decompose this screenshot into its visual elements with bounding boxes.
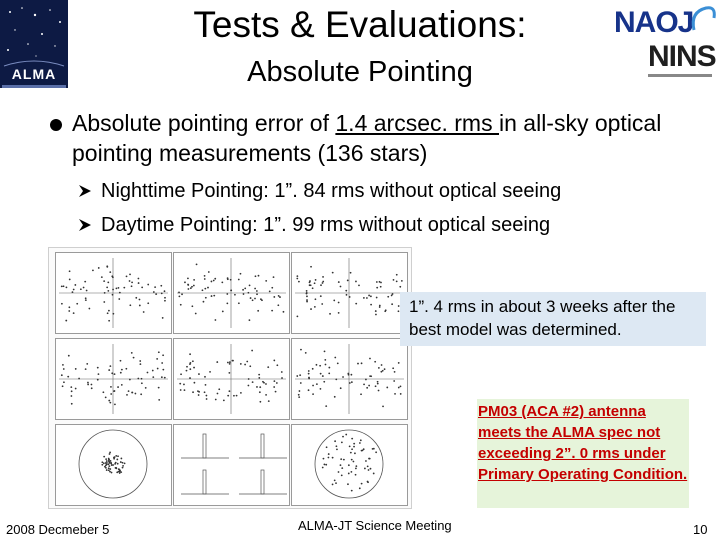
sub-bullet-daytime: Daytime Pointing: 1”. 99 rms without optical seeing <box>77 212 550 238</box>
callout-alma-spec: PM03 (ACA #2) antenna meets the ALMA spec not exceeding 2”. 0 rms under Primary Operating Condition. <box>477 399 689 508</box>
alma-logo-text: ALMA <box>11 66 57 82</box>
pointing-error-value: 1.4 arcsec. rms <box>335 110 499 136</box>
slide-subtitle: Absolute Pointing <box>247 56 473 88</box>
main-bullet: Absolute pointing error of 1.4 arcsec. rms in all-sky optical pointing measurements (136 stars) <box>50 108 700 168</box>
bullet-dot-icon <box>50 119 62 131</box>
scatter-points <box>49 248 411 508</box>
arrow-bullet-icon <box>77 178 101 204</box>
naoj-logo-text: NAOJ <box>614 6 694 39</box>
arrow-bullet-icon <box>77 212 101 238</box>
sub-bullet-nighttime: Nighttime Pointing: 1”. 84 rms without optical seeing <box>77 178 561 204</box>
footer-meeting: ALMA-JT Science Meeting <box>298 518 452 533</box>
slide-title: Tests & Evaluations: <box>193 4 527 45</box>
pointing-residual-plots <box>48 247 412 509</box>
footer-date: 2008 Decmeber 5 <box>6 522 110 537</box>
callout-rms-result: 1”. 4 rms in about 3 weeks after the best model was determined. <box>400 292 706 346</box>
page-number: 10 <box>693 522 708 537</box>
nins-logo-text: NINS <box>648 40 716 73</box>
